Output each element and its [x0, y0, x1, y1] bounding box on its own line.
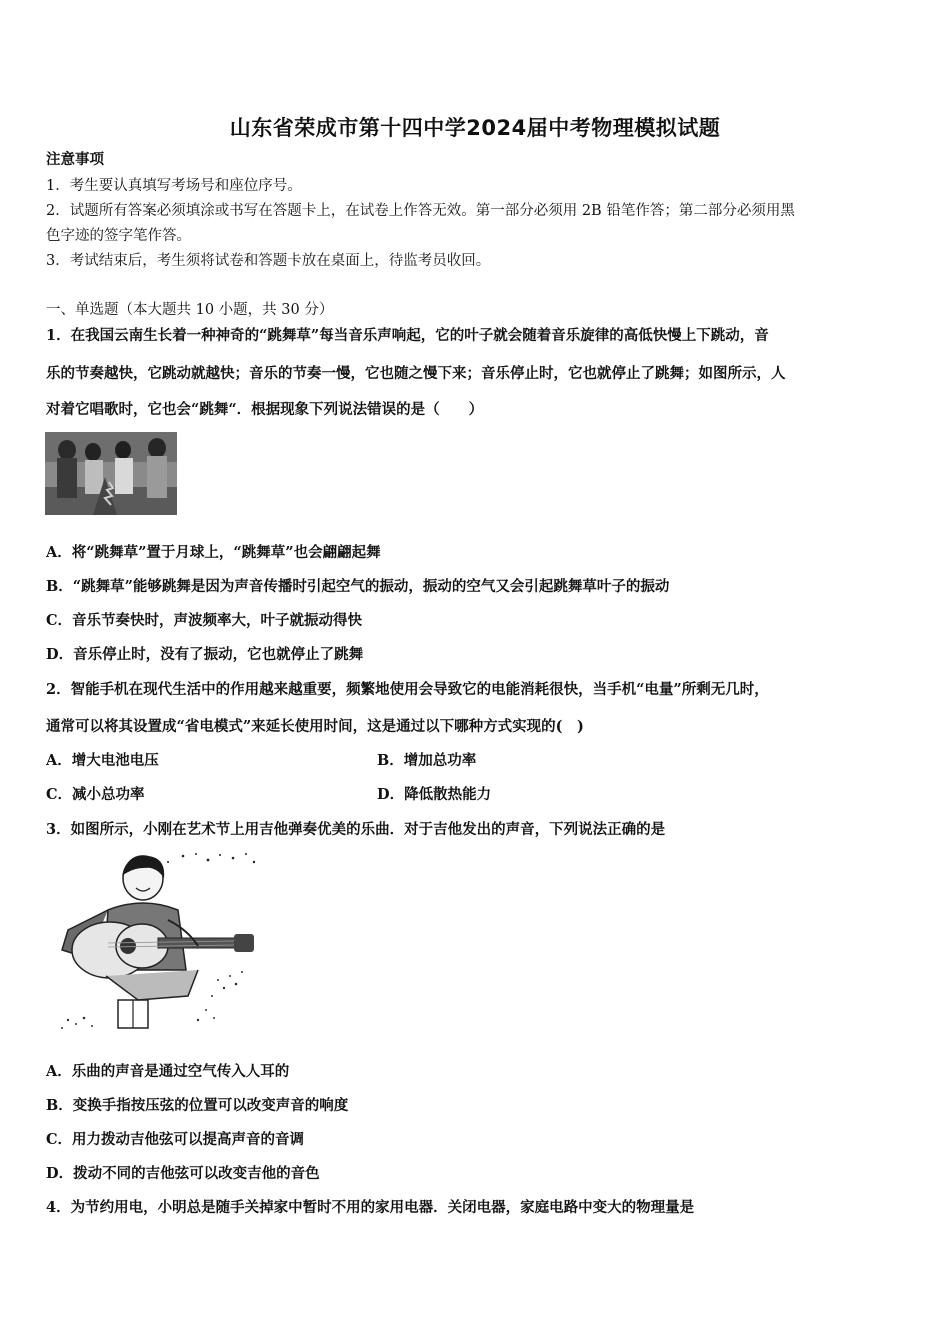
notice-item: 色字迹的签字笔作答。: [46, 228, 191, 244]
question-1-option-a: A．将“跳舞草”置于月球上，“跳舞草”也会翩翩起舞: [46, 544, 381, 561]
question-3-option-a: A．乐曲的声音是通过空气传入人耳的: [46, 1063, 290, 1080]
question-3-line: 3．如图所示，小刚在艺术节上用吉他弹奏优美的乐曲．对于吉他发出的声音，下列说法正确的是: [46, 821, 666, 838]
question-3-option-d: D．拨动不同的吉他弦可以改变吉他的音色: [46, 1165, 320, 1182]
question-1-line: 1．在我国云南生长着一种神奇的“跳舞草”每当音乐声响起，它的叶子就会随着音乐旋律的高低快慢上下跳动，音: [46, 327, 769, 344]
question-4-line: 4．为节约用电，小明总是随手关掉家中暂时不用的家用电器．关闭电器，家庭电路中变大的物理量是: [46, 1199, 695, 1216]
guitar-player-illustration: [48, 850, 268, 1032]
question-1-line: 乐的节奏越快，它跳动就越快；音乐的节奏一慢，它也随之慢下来；音乐停止时，它也就停止了跳舞；如图所示，人: [46, 365, 786, 382]
question-2-option-c: C．减小总功率: [46, 786, 145, 803]
notice-heading: 注意事项: [46, 151, 104, 168]
notice-item: 1．考生要认真填写考场号和座位序号。: [46, 178, 302, 194]
notice-item: 2．试题所有答案必须填涂或书写在答题卡上，在试卷上作答无效。第一部分必须用 2B 铅笔作答；第二部分必须用黑: [46, 203, 795, 219]
question-3-option-c: C．用力拨动吉他弦可以提高声音的音调: [46, 1131, 305, 1148]
question-1-option-b: B．“跳舞草”能够跳舞是因为声音传播时引起空气的振动，振动的空气又会引起跳舞草叶子的振动: [46, 578, 670, 595]
question-2-option-d: D．降低散热能力: [377, 786, 492, 803]
question-3-option-b: B．变换手指按压弦的位置可以改变声音的响度: [46, 1097, 349, 1114]
question-1-option-c: C．音乐节奏快时，声波频率大，叶子就振动得快: [46, 612, 363, 629]
dancing-grass-photo: [45, 432, 177, 515]
notice-item: 3．考试结束后，考生须将试卷和答题卡放在桌面上，待监考员收回。: [46, 253, 491, 269]
question-2-line: 2．智能手机在现代生活中的作用越来越重要，频繁地使用会导致它的电能消耗很快，当手机“电量”所剩无几时，: [46, 681, 769, 698]
question-1-option-d: D．音乐停止时，没有了振动，它也就停止了跳舞: [46, 646, 364, 663]
section-heading: 一、单选题（本大题共 10 小题，共 30 分）: [46, 302, 334, 318]
question-2-option-a: A．增大电池电压: [46, 752, 159, 769]
page-title: 山东省荣成市第十四中学2024届中考物理模拟试题: [229, 116, 721, 140]
question-2-option-b: B．增加总功率: [377, 752, 477, 769]
question-1-line: 对着它唱歌时，它也会“跳舞“．根据现象下列说法错误的是（ ）: [46, 401, 484, 418]
question-2-line: 通常可以将其设置成“省电模式”来延长使用时间，这是通过以下哪种方式实现的( ): [46, 718, 584, 735]
